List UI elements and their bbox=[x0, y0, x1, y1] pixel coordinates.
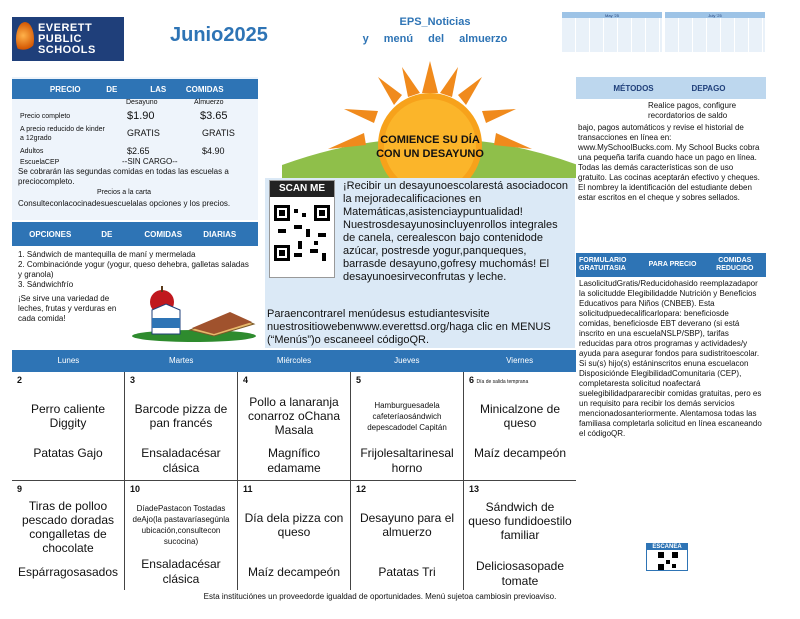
sin-cargo: --SIN CARGO-- bbox=[122, 157, 178, 166]
scan-me-label: SCAN ME bbox=[270, 181, 334, 197]
daily-options-header: OPCIONES DE COMIDAS DIARIAS bbox=[12, 222, 258, 246]
day-monday: Lunes bbox=[57, 356, 80, 365]
side-dish: Frijolesaltarinesal horno bbox=[360, 446, 454, 475]
breakfast-info-panel bbox=[265, 178, 575, 348]
calendar-day bbox=[351, 372, 464, 480]
side-dish: Espárragosasados bbox=[17, 565, 119, 579]
main-dish: Sándwich de queso fundidoestilo familiar bbox=[468, 500, 572, 542]
price-lunch: $3.65 bbox=[200, 110, 228, 122]
qr-label: ESCANEA bbox=[647, 544, 687, 550]
calendar-day bbox=[351, 481, 464, 590]
option-1: 1. Sándwich de mantequilla de maní y mermelada bbox=[18, 250, 196, 259]
day-number: 2 bbox=[17, 375, 23, 385]
sun-banner-line1: COMIENCE SU DÍA bbox=[380, 134, 480, 146]
footer-note: Esta instituciónes un proveedorde igualdad de oportunidades. Menú sujetoa cambiosin previoaviso. bbox=[203, 592, 557, 601]
eps-line2: y menú del almuerzo bbox=[362, 33, 508, 45]
qr-icon bbox=[274, 205, 330, 261]
calendar-week bbox=[12, 481, 576, 590]
day-number: 9 bbox=[17, 484, 23, 494]
side-dish: Maíz decampeón bbox=[473, 446, 567, 460]
district-logo bbox=[12, 17, 124, 61]
payment-panel bbox=[576, 77, 766, 573]
breakfast-text: ¡Recibir un desayunoescolarestá asociadocon la mejoradecalificaciones en Matemáticas,asistenciaypuntualidad! Nuestrosdesayunosincluyenrollos integrales de canela, cerealescon bajo contenidode azúcar, postresde yogur,panqueques, barrasde desayuno,gofresy muchomás! El desayunoesirveconfrutas y leche. bbox=[343, 180, 569, 283]
main-dish: Minicalzone de queso bbox=[479, 402, 561, 430]
mini-calendar-july bbox=[665, 12, 765, 52]
day-number: 5 bbox=[356, 375, 362, 385]
price-lunch: GRATIS bbox=[202, 128, 235, 138]
side-dish: Ensaladacésar clásica bbox=[141, 446, 221, 475]
calendar-day bbox=[464, 372, 576, 480]
option-3: 3. Sándwichfrío bbox=[18, 280, 74, 289]
option-2: 2. Combinaciónde yogur (yogur, queso dehebra, galletas saladas y granola) bbox=[18, 260, 249, 279]
calendar-day bbox=[464, 481, 576, 590]
calendar-day bbox=[125, 481, 238, 590]
payment-text: bajo, pagos automáticos y revise el historial de transacciones en línea en: www.MySchoolBucks.com. My School Bucks cobra una pequeña tarifa cuando hace un pago en línea. Todas las demás características son de uso gratuito. Las cocinas aceptarán efectivo y cheques. El nombrey la identificación del estudiante deben estar escritos en el cheque y sobres sellados. bbox=[578, 123, 760, 202]
sun-banner-line2: CON UN DESAYUNO bbox=[376, 148, 484, 160]
page-title: Junio2025 bbox=[170, 24, 268, 46]
form-qr-code[interactable] bbox=[646, 543, 688, 571]
escuela-cep: EscuelaCEP bbox=[20, 159, 60, 166]
main-dish: Hamburguesadela cafeteríaosándwich depescadodel Capitán bbox=[367, 400, 447, 432]
mini-calendar-title: July '25 bbox=[665, 12, 765, 18]
meal-prices-panel bbox=[12, 77, 258, 220]
col-breakfast: Desayuno bbox=[126, 99, 158, 106]
lunch-tray-illustration bbox=[130, 284, 258, 342]
day-thursday: Jueves bbox=[394, 356, 420, 365]
precios-carta: Precios a la carta bbox=[97, 189, 152, 196]
newsletter-heading bbox=[355, 14, 515, 48]
qr-code-menu[interactable] bbox=[269, 180, 335, 278]
day-number: 3 bbox=[130, 375, 136, 385]
day-number: 6 Día de salida temprana bbox=[469, 375, 529, 385]
price-label: Adultos bbox=[20, 148, 44, 155]
price-lunch: $4.90 bbox=[202, 146, 225, 156]
calendar-day bbox=[12, 481, 125, 590]
main-dish: Barcode pizza de pan francés bbox=[134, 402, 228, 430]
main-dish: DíadePastacon Tostadas deAjo(la pastavaríasegúnla ubicación,consultecon sucocina) bbox=[132, 504, 230, 546]
side-dish: Magnífico edamame bbox=[267, 446, 321, 475]
mini-calendar-may bbox=[562, 12, 662, 52]
day-friday: Viernes bbox=[506, 356, 534, 365]
logo-text: EVERETT PUBLIC SCHOOLS bbox=[37, 21, 96, 56]
calendar-day bbox=[238, 481, 351, 590]
price-note: Se cobrarán las segundas comidas en todas las escuelas a preciocompleto. bbox=[18, 167, 229, 186]
price-breakfast: $2.65 bbox=[127, 146, 150, 156]
meal-prices-header: PRECIO DE LAS COMIDAS bbox=[12, 79, 258, 99]
day-number: 10 bbox=[130, 484, 141, 494]
price-breakfast: GRATIS bbox=[127, 128, 160, 138]
day-number: 12 bbox=[356, 484, 367, 494]
main-dish: Perro caliente Diggity bbox=[30, 402, 106, 430]
calendar-week bbox=[12, 372, 576, 481]
qr-icon bbox=[658, 552, 678, 570]
day-wednesday: Miércoles bbox=[276, 356, 312, 365]
calendar-header bbox=[12, 350, 576, 372]
daily-options-panel bbox=[12, 222, 258, 344]
calendar-day bbox=[125, 372, 238, 480]
payment-intro: Realice pagos, configure recordatorios de saldo bbox=[648, 101, 737, 120]
price-breakfast: $1.90 bbox=[127, 110, 155, 122]
side-dish: Ensaladacésar clásica bbox=[141, 557, 221, 586]
breakfast-sun-illustration bbox=[282, 53, 578, 178]
main-dish: Día dela pizza con queso bbox=[244, 511, 344, 539]
form-header: FORMULARIO GRATUITASIA PARA PRECIO COMIDAS REDUCIDO bbox=[576, 253, 766, 277]
price-label: A precio reducido de kinder a 12grado bbox=[20, 126, 105, 142]
option-note: ¡Se sirve una variedad de leches, frutas y verduras en cada comida! bbox=[18, 294, 117, 323]
side-dish: Patatas Gajo bbox=[33, 446, 103, 460]
side-dish: Patatas Tri bbox=[378, 565, 436, 579]
price-label: Precio completo bbox=[20, 113, 71, 120]
calendar-day bbox=[238, 372, 351, 480]
menu-link-text: Paraencontrarel menúdesus estudiantesvisite nuestrositiowebenwww.everettsd.org/haga clic en MENUS (“Menús”)o escaneeel códigoQR. bbox=[267, 308, 551, 346]
main-dish: Tiras de polloo pescado doradas congalletas de chocolate bbox=[21, 499, 115, 555]
day-number: 11 bbox=[243, 484, 253, 494]
side-dish: Maíz decampeón bbox=[247, 565, 341, 579]
mini-calendar-title: May '25 bbox=[562, 12, 662, 18]
day-number: 13 bbox=[469, 484, 480, 494]
globe-icon bbox=[16, 22, 34, 56]
payment-header: MÉTODOS DEPAGO bbox=[576, 77, 766, 99]
eps-line1: EPS_Noticias bbox=[399, 16, 471, 28]
side-dish: Deliciosasopade tomate bbox=[475, 559, 565, 588]
main-dish: Pollo a lanaranja conarroz oChana Masala bbox=[247, 395, 341, 437]
day-number: 4 bbox=[243, 375, 249, 385]
calendar-day bbox=[12, 372, 125, 480]
form-text: LasolicitudGratis/Reducidohasido reemplazadapor la solicitudde Elegibilidadde Nutrición y Beneficios Educativos para Niños (CNBEB). Esta solicitudpuedecalificarlopara: beneficiosde comidas, beneficiosde EBT deverano (si está inscrito en una escuelaNSLP/SBP), tarifas reducidas para otros programas y actividades/y ayuda para asegurar fondos para sudistritoescolar. Si su(s) hijo(s) estáninscritos enuna escuelacon Disposiciónde ElegibilidadComunitaria (CEP), completaresta solicitud noafectará suelegibilidadpararecibir comidas gratuitas, pero es un requisito para recibir los demás servicios mencionadosanteriormente. Alentamosa todas las familiasa completarla solicitud en línea escaneando el códigoQR. bbox=[579, 279, 762, 438]
day-tuesday: Martes bbox=[168, 356, 194, 365]
main-dish: Desayuno para el almuerzo bbox=[359, 511, 455, 539]
early-release-note: Día de salida temprana bbox=[476, 379, 529, 385]
carta-note: Consulteconlacocinadesuescuelalas opciones y los precios. bbox=[18, 199, 231, 208]
lunch-calendar bbox=[12, 350, 576, 590]
col-lunch: Almuerzo bbox=[194, 99, 224, 106]
